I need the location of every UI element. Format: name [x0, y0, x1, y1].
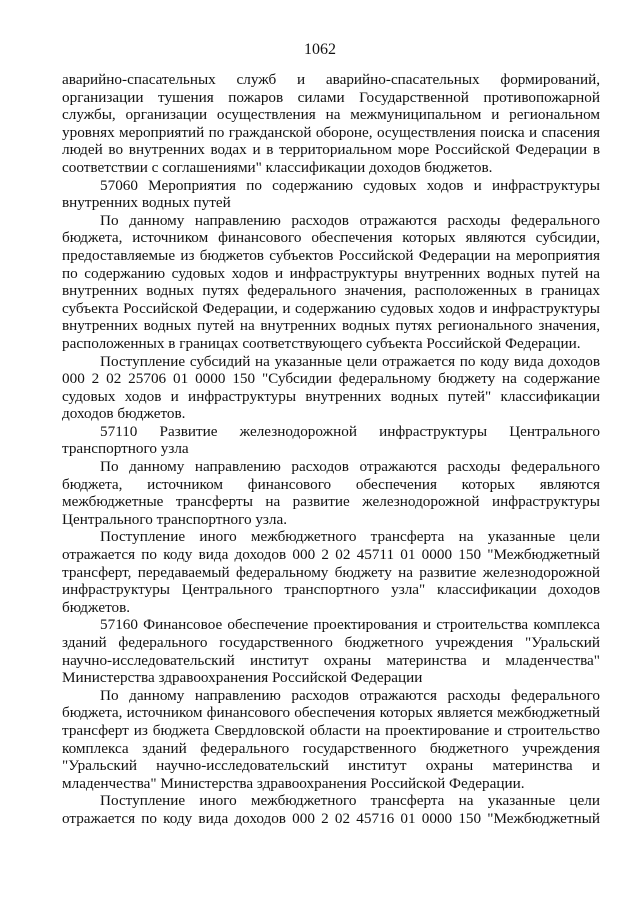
document-body — [62, 71, 600, 828]
paragraph: По данному направлению расходов отражаются расходы федерального бюджета, источником финансового обеспечения которых являются межбюджетные трансферты на развитие железнодорожной инфраструктуры Центрального транспортного узла. — [62, 458, 600, 528]
section-heading-57110: 57110 Развитие железнодорожной инфраструктуры Центрального транспортного узла — [62, 422, 600, 458]
section-heading-57060: 57060 Мероприятия по содержанию судовых ходов и инфраструктуры внутренних водных путей — [62, 176, 600, 212]
paragraph: Поступление иного межбюджетного трансферта на указанные цели отражается по коду вида доходов 000 2 02 45711 01 0000 150 "Межбюджетный трансферт, передаваемый федеральному бюджету на развитие железнодорожной инфраструктуры Центрального транспортного узла" классификации доходов бюджетов. — [62, 528, 600, 616]
paragraph: По данному направлению расходов отражаются расходы федерального бюджета, источником финансового обеспечения которых является межбюджетный трансферт из бюджета Свердловской области на проектирование и строительство комплекса зданий федерального государственного бюджетного учреждения "Уральский научно-исследовательский институт охраны материнства и младенчества" Министерства здравоохранения Российской Федерации. — [62, 686, 600, 792]
paragraph-continues-next-page: Поступление иного межбюджетного трансферта на указанные цели отражается по коду вида доходов 000 2 02 45716 01 0000 150 "Межбюджетный — [62, 792, 600, 827]
paragraph: Поступление субсидий на указанные цели отражается по коду вида доходов 000 2 02 25706 01 0000 150 "Субсидии федеральному бюджету на содержание судовых ходов и инфраструктуры внутренних водных путей" классификации доходов бюджетов. — [62, 352, 600, 423]
section-heading-57160: 57160 Финансовое обеспечение проектирования и строительства комплекса зданий федерального государственного бюджетного учреждения "Уральский научно-исследовательский институт охраны материнства и младенчества" Министерства здравоохранения Российской Федерации — [62, 616, 600, 687]
paragraph: По данному направлению расходов отражаются расходы федерального бюджета, источником финансового обеспечения которых являются субсидии, предоставляемые из бюджетов субъектов Российской Федерации на мероприятия по содержанию судовых ходов и инфраструктуры внутренних водных путей на внутренних водных путях федерального значения, расположенных в границах субъекта Российской Федерации, и содержанию судовых ходов и инфраструктуры внутренних водных путей на внутренних водных путях регионального значения, расположенных в границах соответствующего субъекта Российской Федерации. — [62, 211, 600, 352]
page-number: 1062 — [304, 41, 336, 58]
paragraph-continuation: аварийно-спасательных служб и аварийно-спасательных формирований, организации тушения пожаров силами Государственной противопожарной службы, организации осуществления на межмуниципальном и региональном уровнях мероприятий по гражданской обороне, осуществления поиска и спасения людей во внутренних водах и в территориальном море Российской Федерации в соответствии с соглашениями" классификации доходов бюджетов. — [62, 71, 600, 176]
